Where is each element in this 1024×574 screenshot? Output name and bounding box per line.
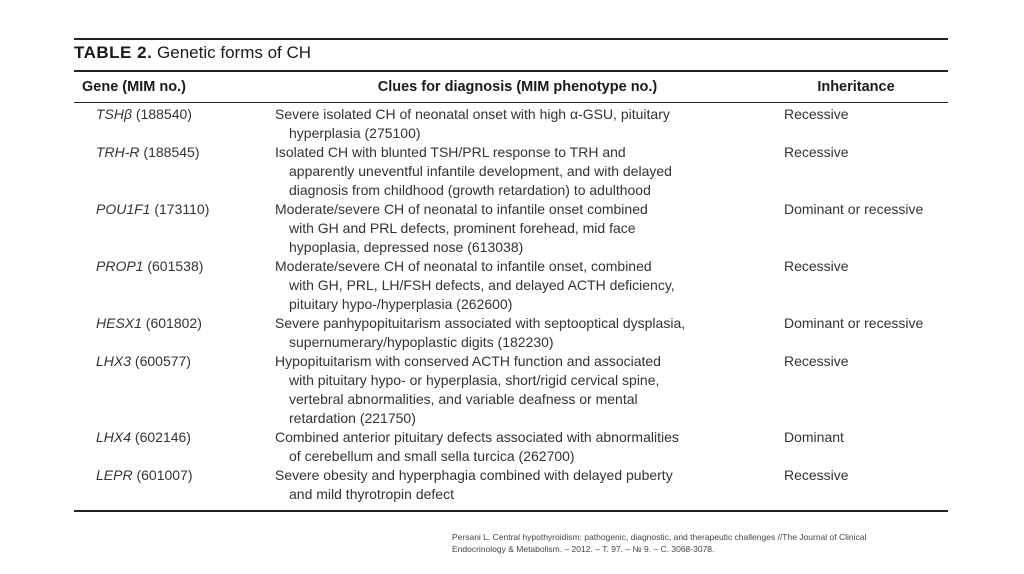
genetic-forms-table bbox=[74, 38, 948, 512]
inheritance-cell: Recessive bbox=[784, 106, 849, 122]
clue-line: with GH, PRL, LH/FSH defects, and delayed ACTH deficiency, bbox=[289, 277, 675, 293]
header-inheritance: Inheritance bbox=[817, 79, 895, 95]
gene-mim-number: (601802) bbox=[141, 315, 202, 331]
table-row bbox=[74, 314, 948, 352]
gene-cell bbox=[74, 352, 271, 371]
inheritance-cell: Recessive bbox=[784, 467, 849, 483]
inheritance-cell: Dominant bbox=[784, 429, 844, 445]
inheritance-cell: Recessive bbox=[784, 353, 849, 369]
clues-cell bbox=[271, 200, 764, 257]
clue-line: vertebral abnormalities, and variable deafness or mental bbox=[289, 391, 638, 407]
gene-cell bbox=[74, 428, 271, 447]
clue-line: Combined anterior pituitary defects associated with abnormalities bbox=[275, 429, 679, 445]
table-row bbox=[74, 143, 948, 200]
gene-mim-number: (602146) bbox=[131, 429, 191, 445]
clue-line: supernumerary/hypoplastic digits (182230) bbox=[289, 334, 554, 350]
table-row bbox=[74, 257, 948, 314]
inheritance-cell: Recessive bbox=[784, 144, 849, 160]
citation-line-2: Endocrinology & Metabolism. – 2012. – Т. 97. – № 9. – С. 3068-3078. bbox=[452, 543, 715, 554]
clue-line: of cerebellum and small sella turcica (262700) bbox=[289, 448, 575, 464]
clue-line: with GH and PRL defects, prominent forehead, mid face bbox=[289, 220, 636, 236]
clue-line: apparently uneventful infantile development, and with delayed bbox=[289, 163, 672, 179]
clue-line: hypoplasia, depressed nose (613038) bbox=[289, 239, 524, 255]
clue-line: diagnosis from childhood (growth retardation) to adulthood bbox=[289, 182, 651, 198]
clue-line: Moderate/severe CH of neonatal to infantile onset combined bbox=[275, 201, 648, 217]
inheritance-cell: Dominant or recessive bbox=[784, 315, 924, 331]
clue-line: Severe panhypopituitarism associated with septooptical dysplasia, bbox=[275, 315, 686, 331]
clue-line: and mild thyrotropin defect bbox=[289, 486, 454, 502]
table-row bbox=[74, 200, 948, 257]
gene-cell bbox=[74, 314, 271, 333]
clue-line: Severe obesity and hyperphagia combined with delayed puberty bbox=[275, 467, 673, 483]
gene-mim-number: (601538) bbox=[143, 258, 204, 274]
clue-line: hyperplasia (275100) bbox=[289, 125, 421, 141]
table-row bbox=[74, 105, 948, 143]
gene-mim-number: (601007) bbox=[132, 467, 193, 483]
table-row bbox=[74, 428, 948, 466]
table-row bbox=[74, 352, 948, 428]
citation bbox=[452, 532, 932, 555]
clues-cell bbox=[271, 105, 764, 143]
clue-line: Hypopituitarism with conserved ACTH function and associated bbox=[275, 353, 661, 369]
gene-cell bbox=[74, 143, 271, 162]
clue-line: Moderate/severe CH of neonatal to infantile onset, combined bbox=[275, 258, 652, 274]
table-title-label: TABLE 2. bbox=[74, 43, 153, 62]
clues-cell bbox=[271, 352, 764, 428]
gene-cell bbox=[74, 105, 271, 124]
inheritance-cell: Recessive bbox=[784, 258, 849, 274]
table-body bbox=[74, 103, 948, 512]
gene-cell bbox=[74, 257, 271, 276]
gene-name: POU1F1 bbox=[96, 201, 151, 217]
clue-line: Isolated CH with blunted TSH/PRL response to TRH and bbox=[275, 144, 626, 160]
gene-name: LEPR bbox=[96, 467, 133, 483]
gene-mim-number: (188545) bbox=[139, 144, 200, 160]
gene-cell bbox=[74, 466, 271, 485]
table-header-row bbox=[74, 70, 948, 103]
clues-cell bbox=[271, 257, 764, 314]
clue-line: Severe isolated CH of neonatal onset with high α-GSU, pituitary bbox=[275, 106, 670, 122]
clues-cell bbox=[271, 466, 764, 504]
clue-line: retardation (221750) bbox=[289, 410, 416, 426]
clues-cell bbox=[271, 314, 764, 352]
gene-name: TSHβ bbox=[96, 106, 132, 122]
clues-cell bbox=[271, 143, 764, 200]
table-title bbox=[74, 38, 948, 70]
gene-name: PROP1 bbox=[96, 258, 144, 274]
gene-mim-number: (600577) bbox=[131, 353, 191, 369]
header-clues: Clues for diagnosis (MIM phenotype no.) bbox=[377, 79, 658, 95]
gene-name: HESX1 bbox=[96, 315, 142, 331]
gene-mim-number: (188540) bbox=[132, 106, 192, 122]
header-gene: Gene (MIM no.) bbox=[82, 79, 186, 95]
clues-cell bbox=[271, 428, 764, 466]
citation-line-1: Persani L. Central hypothyroidism: pathogenic, diagnostic, and therapeutic challenges //The Journal of Clinical bbox=[452, 532, 867, 542]
table-title-text: Genetic forms of CH bbox=[157, 43, 312, 62]
gene-cell bbox=[74, 200, 271, 219]
gene-name: LHX3 bbox=[96, 353, 132, 369]
gene-name: LHX4 bbox=[96, 429, 132, 445]
clue-line: with pituitary hypo- or hyperplasia, short/rigid cervical spine, bbox=[289, 372, 660, 388]
gene-mim-number: (173110) bbox=[150, 201, 210, 217]
inheritance-cell: Dominant or recessive bbox=[784, 201, 924, 217]
clue-line: pituitary hypo-/hyperplasia (262600) bbox=[289, 296, 513, 312]
table-row bbox=[74, 466, 948, 504]
gene-name: TRH-R bbox=[96, 144, 140, 160]
